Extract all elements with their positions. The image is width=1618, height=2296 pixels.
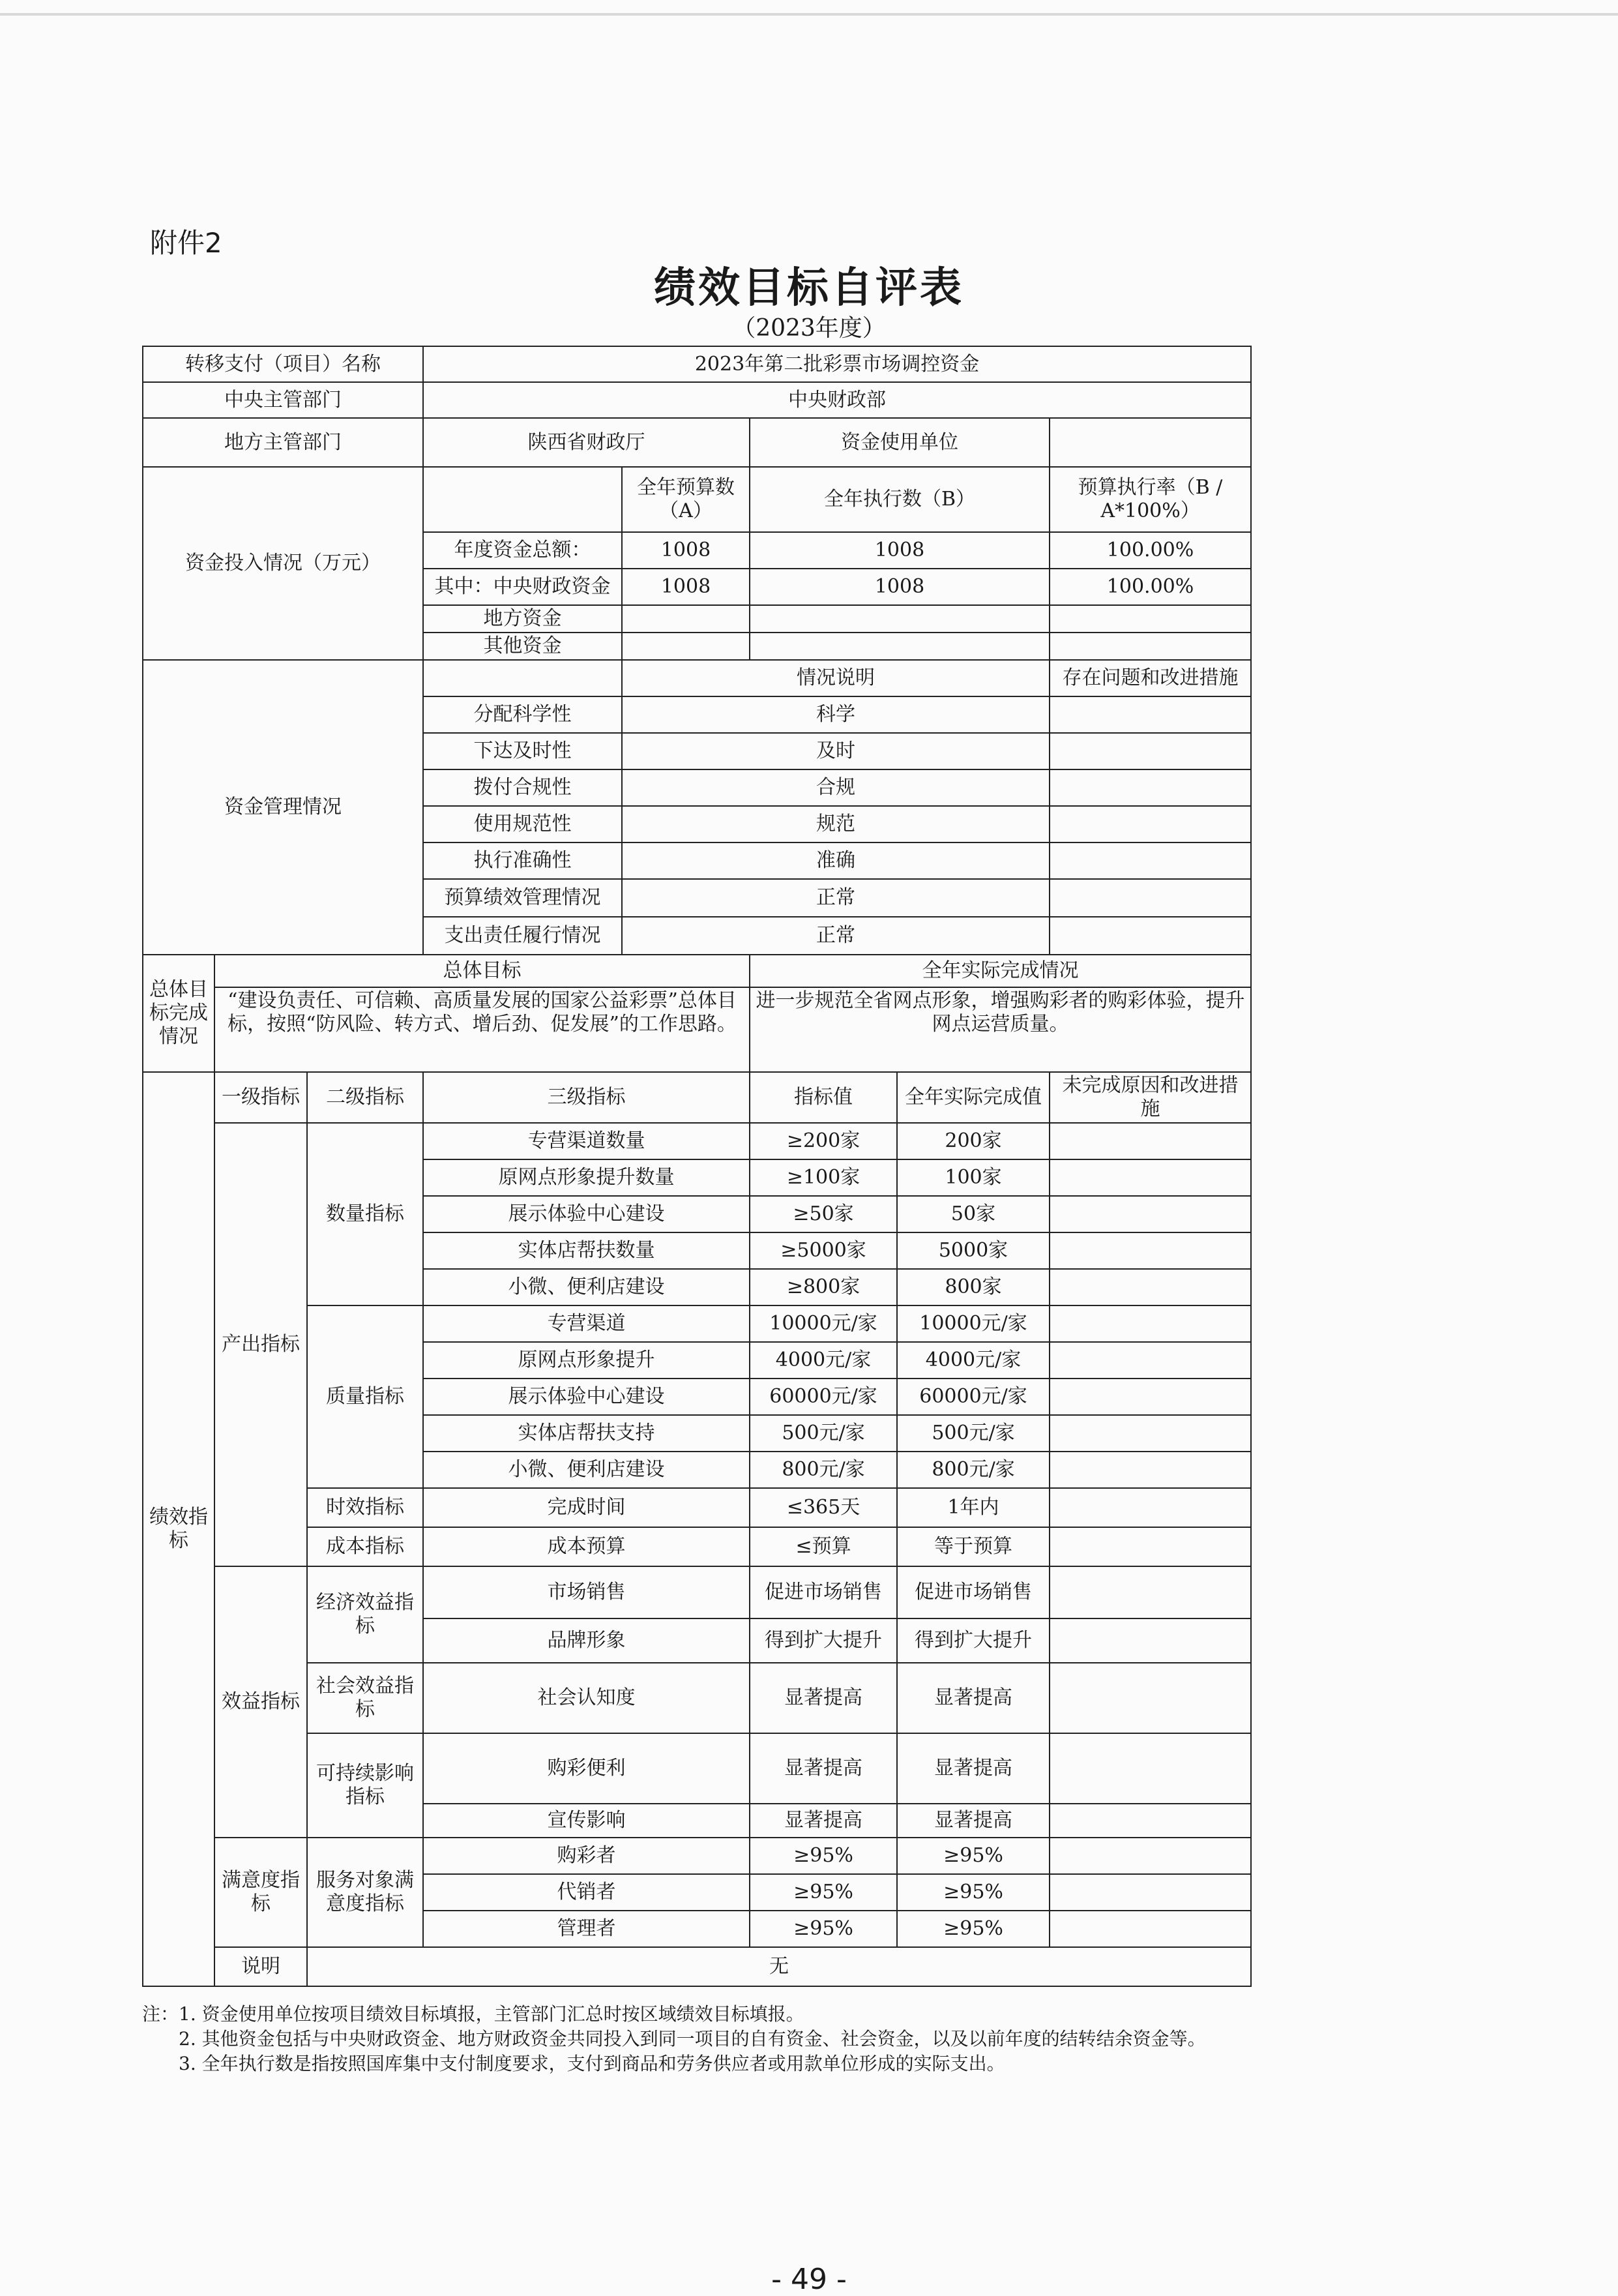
indicator-reason (1050, 1838, 1251, 1874)
management-row-issue (1050, 769, 1251, 806)
indicator-name: 实体店帮扶数量 (423, 1232, 750, 1269)
indicator-reason (1050, 1566, 1251, 1618)
indicator-reason (1050, 1232, 1251, 1269)
indicator-actual: 5000家 (897, 1232, 1050, 1269)
indicator-actual: 200家 (897, 1123, 1050, 1159)
funds-col-rate: 预算执行率（B / A*100%） (1050, 467, 1251, 532)
time-indicator-label: 时效指标 (307, 1488, 423, 1527)
economic-indicator-label: 经济效益指标 (307, 1566, 423, 1663)
management-row-desc: 合规 (622, 769, 1050, 806)
indicators-col-l3: 三级指标 (423, 1072, 750, 1123)
project-value: 2023年第二批彩票市场调控资金 (423, 346, 1251, 382)
fund-unit-label: 资金使用单位 (750, 418, 1050, 467)
indicator-reason (1050, 1415, 1251, 1452)
indicator-target: 10000元/家 (750, 1305, 897, 1342)
indicators-label: 绩效指标 (143, 1072, 214, 1986)
funds-row-label: 年度资金总额： (423, 532, 622, 569)
indicator-name: 购彩便利 (423, 1733, 750, 1804)
indicator-target: 500元/家 (750, 1415, 897, 1452)
local-dept-value: 陕西省财政厅 (423, 418, 750, 467)
benefit-indicator-label: 效益指标 (214, 1566, 307, 1838)
indicator-target: 4000元/家 (750, 1342, 897, 1379)
management-row-label: 分配科学性 (423, 696, 622, 733)
indicator-row (143, 1566, 1251, 1618)
funds-row-b: 1008 (750, 569, 1050, 605)
indicator-target: ≥50家 (750, 1196, 897, 1232)
funds-row-label: 其中：中央财政资金 (423, 569, 622, 605)
funds-col-b: 全年执行数（B） (750, 467, 1050, 532)
cost-indicator-label: 成本指标 (307, 1527, 423, 1566)
indicator-actual: 显著提高 (897, 1733, 1050, 1804)
indicator-reason (1050, 1452, 1251, 1488)
overall-actual-text: 进一步规范全省网点形象，增强购彩者的购彩体验，提升网点运营质量。 (750, 987, 1251, 1072)
funds-row-rate: 100.00% (1050, 569, 1251, 605)
indicator-actual: 1年内 (897, 1488, 1050, 1527)
management-row-issue (1050, 696, 1251, 733)
page-number: - 49 - (771, 2263, 847, 2296)
funds-row-label: 其他资金 (423, 633, 622, 660)
indicator-target: ≤365天 (750, 1488, 897, 1527)
indicator-target: 促进市场销售 (750, 1566, 897, 1618)
project-row (143, 346, 1251, 382)
management-col-issue: 存在问题和改进措施 (1050, 660, 1251, 696)
indicator-reason (1050, 1159, 1251, 1196)
overall-header-row (143, 955, 1251, 987)
funds-blank-header (423, 467, 622, 532)
overall-goal-text: “建设负责任、可信赖、高质量发展的国家公益彩票”总体目标，按照“防风险、转方式、增后劲、促发展”的工作思路。 (214, 987, 750, 1072)
indicator-reason (1050, 1804, 1251, 1838)
local-dept-row (143, 418, 1251, 467)
indicator-target: 800元/家 (750, 1452, 897, 1488)
footnote: 3. 全年执行数是指按照国库集中支付制度要求，支付到商品和劳务供应者或用款单位形成的实际支出。 (142, 2052, 1005, 2074)
indicator-actual: 100家 (897, 1159, 1050, 1196)
overall-label: 总体目标完成情况 (143, 955, 214, 1072)
indicator-name: 小微、便利店建设 (423, 1452, 750, 1488)
management-row-desc: 正常 (622, 879, 1050, 917)
fund-unit-value (1050, 418, 1251, 467)
year-subtitle: （2023年度） (732, 315, 886, 342)
indicator-reason (1050, 1379, 1251, 1415)
indicator-actual: 60000元/家 (897, 1379, 1050, 1415)
management-row-issue (1050, 842, 1251, 879)
indicator-reason (1050, 1488, 1251, 1527)
indicator-reason (1050, 1196, 1251, 1232)
management-row-issue (1050, 733, 1251, 769)
indicator-target: ≥95% (750, 1838, 897, 1874)
indicator-actual: ≥95% (897, 1838, 1050, 1874)
indicator-target: ≥100家 (750, 1159, 897, 1196)
indicator-reason (1050, 1874, 1251, 1911)
remark-row (143, 1947, 1251, 1986)
indicator-target: ≥800家 (750, 1269, 897, 1305)
quantity-indicator-label: 数量指标 (307, 1123, 423, 1305)
indicator-name: 完成时间 (423, 1488, 750, 1527)
sustain-indicator-label: 可持续影响指标 (307, 1733, 423, 1838)
indicator-row (143, 1527, 1251, 1566)
management-row-desc: 正常 (622, 917, 1050, 955)
indicator-name: 展示体验中心建设 (423, 1196, 750, 1232)
management-row-issue (1050, 917, 1251, 955)
management-row-desc: 规范 (622, 806, 1050, 842)
management-row-label: 下达及时性 (423, 733, 622, 769)
overall-col-actual: 全年实际完成情况 (750, 955, 1251, 987)
indicator-target: 得到扩大提升 (750, 1618, 897, 1663)
footnote: 注：1. 资金使用单位按项目绩效目标填报，主管部门汇总时按区域绩效目标填报。 (142, 2003, 804, 2025)
central-dept-value: 中央财政部 (423, 382, 1251, 418)
indicators-col-l1: 一级指标 (214, 1072, 307, 1123)
indicator-target: ≥95% (750, 1911, 897, 1947)
output-indicator-label: 产出指标 (214, 1123, 307, 1566)
indicator-target: 显著提高 (750, 1663, 897, 1733)
management-row-label: 拨付合规性 (423, 769, 622, 806)
indicator-name: 展示体验中心建设 (423, 1379, 750, 1415)
indicator-reason (1050, 1123, 1251, 1159)
indicator-target: 显著提高 (750, 1733, 897, 1804)
indicator-actual: 800家 (897, 1269, 1050, 1305)
quality-indicator-label: 质量指标 (307, 1305, 423, 1488)
indicator-name: 原网点形象提升 (423, 1342, 750, 1379)
funds-row-a: 1008 (622, 569, 750, 605)
indicators-col-target: 指标值 (750, 1072, 897, 1123)
indicator-target: 60000元/家 (750, 1379, 897, 1415)
management-row-issue (1050, 806, 1251, 842)
management-row-issue (1050, 879, 1251, 917)
indicator-name: 宣传影响 (423, 1804, 750, 1838)
management-row-label: 使用规范性 (423, 806, 622, 842)
indicator-actual: 显著提高 (897, 1804, 1050, 1838)
indicators-header-row (143, 1072, 1251, 1123)
indicator-reason (1050, 1663, 1251, 1733)
indicator-name: 专营渠道数量 (423, 1123, 750, 1159)
indicator-name: 品牌形象 (423, 1618, 750, 1663)
indicator-actual: 促进市场销售 (897, 1566, 1050, 1618)
management-row-label: 支出责任履行情况 (423, 917, 622, 955)
management-col-desc: 情况说明 (622, 660, 1050, 696)
indicator-actual: ≥95% (897, 1874, 1050, 1911)
social-indicator-label: 社会效益指标 (307, 1663, 423, 1733)
overall-content-row (143, 987, 1251, 1072)
indicator-row (143, 1123, 1251, 1159)
indicator-name: 成本预算 (423, 1527, 750, 1566)
indicator-name: 代销者 (423, 1874, 750, 1911)
indicator-name: 小微、便利店建设 (423, 1269, 750, 1305)
funds-row-rate (1050, 633, 1251, 660)
project-label: 转移支付（项目）名称 (143, 346, 423, 382)
funds-row-b (750, 605, 1050, 633)
local-dept-label: 地方主管部门 (143, 418, 423, 467)
indicator-actual: 800元/家 (897, 1452, 1050, 1488)
indicator-name: 购彩者 (423, 1838, 750, 1874)
management-label: 资金管理情况 (143, 660, 423, 955)
funds-row-label: 地方资金 (423, 605, 622, 633)
indicator-reason (1050, 1342, 1251, 1379)
indicator-reason (1050, 1733, 1251, 1804)
self-evaluation-table (142, 346, 1252, 1987)
management-row-desc: 及时 (622, 733, 1050, 769)
funds-row-b (750, 633, 1050, 660)
indicator-name: 实体店帮扶支持 (423, 1415, 750, 1452)
indicator-row (143, 1838, 1251, 1874)
central-dept-label: 中央主管部门 (143, 382, 423, 418)
indicator-reason (1050, 1305, 1251, 1342)
overall-col-goal: 总体目标 (214, 955, 750, 987)
remark-value: 无 (307, 1947, 1251, 1986)
indicator-reason (1050, 1527, 1251, 1566)
funds-row-rate: 100.00% (1050, 532, 1251, 569)
indicator-actual: 显著提高 (897, 1663, 1050, 1733)
funds-row-a: 1008 (622, 532, 750, 569)
indicator-row (143, 1488, 1251, 1527)
indicator-actual: 等于预算 (897, 1527, 1050, 1566)
indicator-actual: 4000元/家 (897, 1342, 1050, 1379)
attachment-label: 附件2 (150, 227, 222, 259)
indicator-actual: 50家 (897, 1196, 1050, 1232)
indicator-target: 显著提高 (750, 1804, 897, 1838)
indicator-name: 专营渠道 (423, 1305, 750, 1342)
central-dept-row (143, 382, 1251, 418)
indicator-name: 社会认知度 (423, 1663, 750, 1733)
indicator-actual: 500元/家 (897, 1415, 1050, 1452)
management-row-label: 执行准确性 (423, 842, 622, 879)
indicators-col-actual: 全年实际完成值 (897, 1072, 1050, 1123)
remark-label: 说明 (214, 1947, 307, 1986)
management-header-row (143, 660, 1251, 696)
funds-row-b: 1008 (750, 532, 1050, 569)
indicator-row (143, 1305, 1251, 1342)
funds-header-row (143, 467, 1251, 532)
indicators-col-reason: 未完成原因和改进措施 (1050, 1072, 1251, 1123)
indicators-col-l2: 二级指标 (307, 1072, 423, 1123)
indicator-target: ≥95% (750, 1874, 897, 1911)
top-border-line (0, 13, 1618, 16)
indicator-reason (1050, 1269, 1251, 1305)
management-row-label: 预算绩效管理情况 (423, 879, 622, 917)
satisfaction-indicator-label: 满意度指标 (214, 1838, 307, 1947)
indicator-row (143, 1663, 1251, 1733)
indicator-name: 管理者 (423, 1911, 750, 1947)
funds-label: 资金投入情况（万元） (143, 467, 423, 660)
footnote: 2. 其他资金包括与中央财政资金、地方财政资金共同投入到同一项目的自有资金、社会资金，以及以前年度的结转结余资金等。 (142, 2027, 1206, 2050)
page-title: 绩效目标自评表 (654, 263, 964, 312)
funds-row-a (622, 633, 750, 660)
management-row-desc: 科学 (622, 696, 1050, 733)
indicator-actual: 10000元/家 (897, 1305, 1050, 1342)
management-row-desc: 准确 (622, 842, 1050, 879)
footnotes (142, 2002, 1263, 2076)
indicator-actual: ≥95% (897, 1911, 1050, 1947)
indicator-reason (1050, 1618, 1251, 1663)
indicator-reason (1050, 1911, 1251, 1947)
management-blank-header (423, 660, 622, 696)
indicator-target: ≥200家 (750, 1123, 897, 1159)
indicator-name: 原网点形象提升数量 (423, 1159, 750, 1196)
service-satisfaction-label: 服务对象满意度指标 (307, 1838, 423, 1947)
indicator-name: 市场销售 (423, 1566, 750, 1618)
indicator-actual: 得到扩大提升 (897, 1618, 1050, 1663)
funds-row-a (622, 605, 750, 633)
funds-row-rate (1050, 605, 1251, 633)
indicator-target: ≥5000家 (750, 1232, 897, 1269)
indicator-target: ≤预算 (750, 1527, 897, 1566)
funds-col-a: 全年预算数（A） (622, 467, 750, 532)
indicator-row (143, 1733, 1251, 1804)
